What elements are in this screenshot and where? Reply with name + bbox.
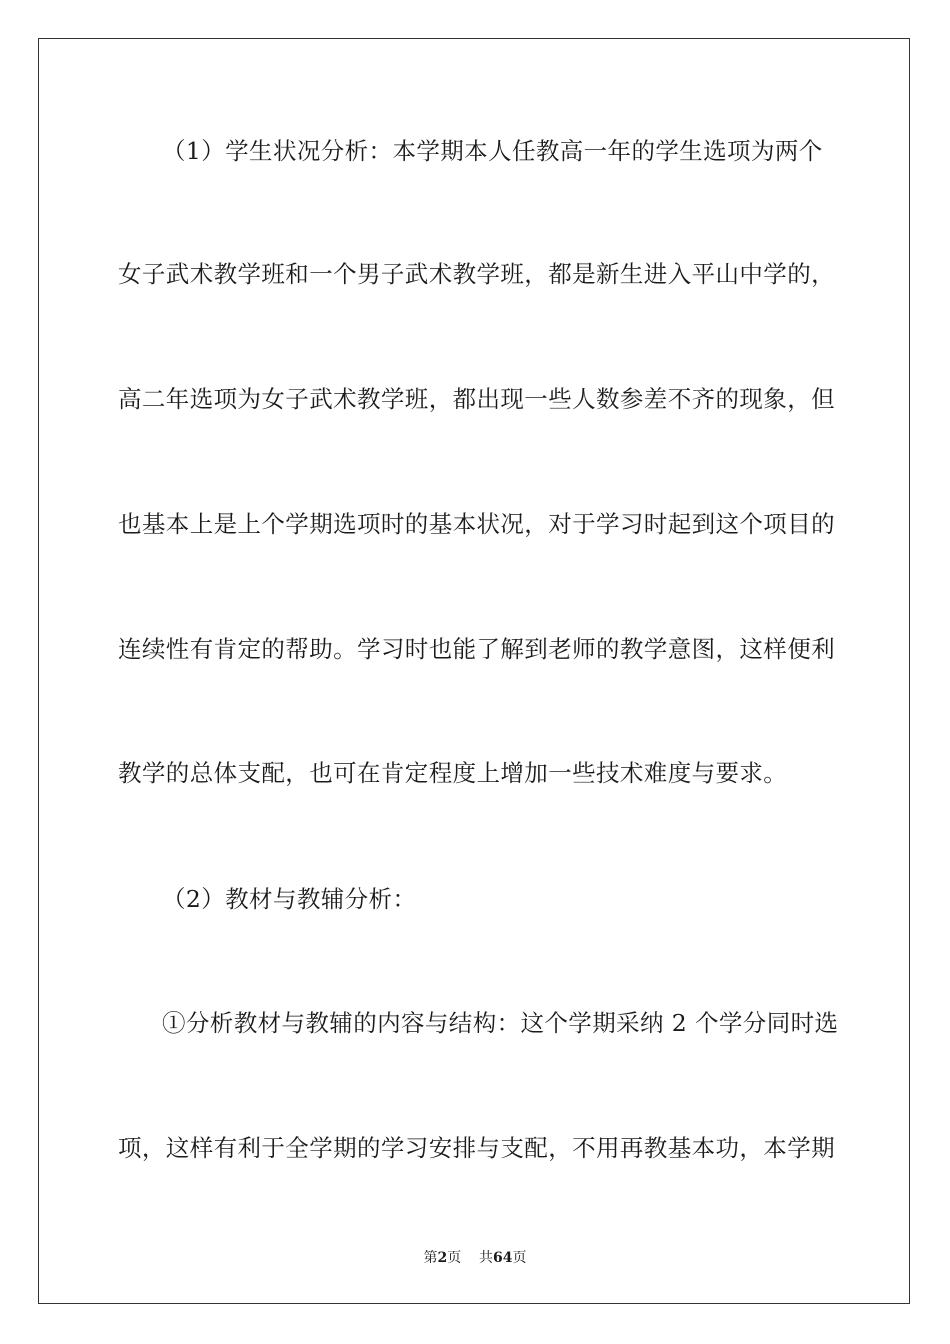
page-suffix: 页: [447, 1250, 462, 1266]
paragraph-line-2: 女子武术教学班和一个男子武术教学班，都是新生进入平山中学的，: [118, 260, 835, 288]
section-heading-2: （2）教材与教辅分析：: [162, 885, 417, 913]
paragraph-line-9: 项，这样有利于全学期的学习安排与支配，不用再教基本功，本学期: [118, 1134, 835, 1162]
paragraph-line-6: 教学的总体支配，也可在肯定程度上增加一些技术难度与要求。: [118, 759, 788, 787]
total-suffix: 页: [512, 1250, 527, 1266]
page-prefix: 第: [423, 1250, 438, 1266]
page-footer: [0, 1249, 950, 1267]
page-border: [38, 38, 910, 1304]
page-number: 2: [437, 1250, 448, 1266]
paragraph-line-5: 连续性有肯定的帮助。学习时也能了解到老师的教学意图，这样便利: [118, 635, 835, 663]
total-pages: 64: [493, 1250, 513, 1266]
paragraph-line-4: 也基本上是上个学期选项时的基本状况，对于学习时起到这个项目的: [118, 510, 835, 538]
paragraph-line-1: （1）学生状况分析：本学期本人任教高一年的学生选项为两个: [162, 137, 823, 165]
total-prefix: 共: [479, 1250, 494, 1266]
paragraph-line-3: 高二年选项为女子武术教学班，都出现一些人数参差不齐的现象，但: [118, 385, 835, 413]
paragraph-line-8: ①分析教材与教辅的内容与结构：这个学期采纳 2 个学分同时选: [162, 1009, 839, 1037]
